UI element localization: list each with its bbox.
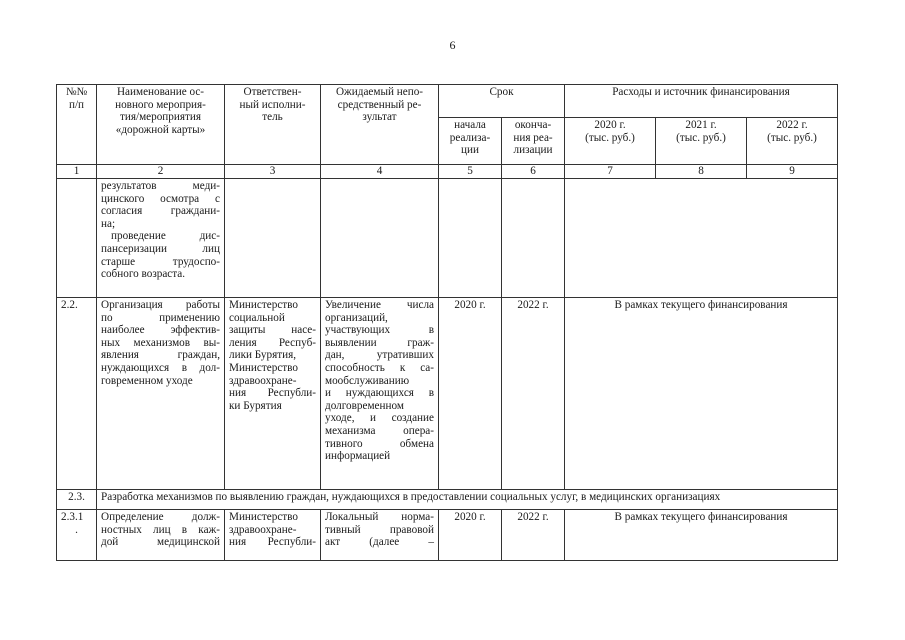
cell-end: 2022 г. (502, 510, 565, 561)
cell-section-title: Разработка механизмов по выявлению граждан, нуждающихся в предоставлении социальных услуг, в медицинских организациях (97, 490, 838, 510)
cell-name: результатов меди- цинского осмотра с согласия граждани- на; проведение дис- пансеризации лиц старше трудоспо- собного возраста. (97, 179, 225, 298)
column-number: 8 (656, 165, 747, 179)
table-row-2-2 (57, 298, 838, 490)
column-number: 9 (747, 165, 838, 179)
cell-num: 2.3.1 . (57, 510, 97, 561)
column-number: 5 (439, 165, 502, 179)
column-number: 7 (565, 165, 656, 179)
cell-result (321, 179, 439, 298)
table-row-2-3 (57, 490, 838, 510)
roadmap-table (56, 84, 838, 561)
cell-end (502, 179, 565, 298)
column-number: 3 (225, 165, 321, 179)
header-term-start: начала реализа- ции (439, 118, 502, 165)
header-fin-2022: 2022 г. (тыс. руб.) (747, 118, 838, 165)
column-number: 1 (57, 165, 97, 179)
cell-responsible (225, 179, 321, 298)
cell-result: Локальный норма- тивный правовой акт (далее – (321, 510, 439, 561)
column-number: 2 (97, 165, 225, 179)
header-finance: Расходы и источник финансирования (565, 85, 838, 118)
header-fin-2021: 2021 г. (тыс. руб.) (656, 118, 747, 165)
header-name: Наименование ос- новного мероприя- тия/мероприятия «дорожной карты» (97, 85, 225, 165)
header-num: №№ п/п (57, 85, 97, 165)
cell-start (439, 179, 502, 298)
column-number: 6 (502, 165, 565, 179)
cell-num: 2.2. (57, 298, 97, 490)
cell-start: 2020 г. (439, 298, 502, 490)
cell-finance: В рамках текущего финансирования (565, 510, 838, 561)
table-row-2-3-1 (57, 510, 838, 561)
column-number: 4 (321, 165, 439, 179)
cell-responsible: Министерство здравоохране- ния Республи- (225, 510, 321, 561)
cell-start: 2020 г. (439, 510, 502, 561)
column-numbers-row (57, 165, 838, 179)
header-term: Срок (439, 85, 565, 118)
cell-name: Определение долж- ностных лиц в каж- дой медицинской (97, 510, 225, 561)
cell-end: 2022 г. (502, 298, 565, 490)
cell-responsible: Министерство социальной защиты насе- ления Респуб- лики Бурятия, Министерство здравоохране- ния Республи- ки Бурятия (225, 298, 321, 490)
cell-finance: В рамках текущего финансирования (565, 298, 838, 490)
cell-name: Организация работы по применению наиболее эффектив- ных механизмов вы- явления граждан, нуждающихся в дол- говременном уходе (97, 298, 225, 490)
header-responsible: Ответствен- ный исполни- тель (225, 85, 321, 165)
cell-num (57, 179, 97, 298)
header-fin-2020: 2020 г. (тыс. руб.) (565, 118, 656, 165)
header-row-1 (57, 85, 838, 118)
table-row-continuation (57, 179, 838, 298)
cell-num: 2.3. (57, 490, 97, 510)
cell-result: Увеличение числа организаций, участвующих в выявлении граж- дан, утративших способность к са- мообслуживанию и нуждающихся в долговременном уходе, и создание механизма опера- тивного обмена информацией (321, 298, 439, 490)
header-result: Ожидаемый непо- средственный ре- зультат (321, 85, 439, 165)
page-number: 6 (449, 38, 456, 52)
header-term-end: оконча- ния реа- лизации (502, 118, 565, 165)
cell-finance (565, 179, 838, 298)
